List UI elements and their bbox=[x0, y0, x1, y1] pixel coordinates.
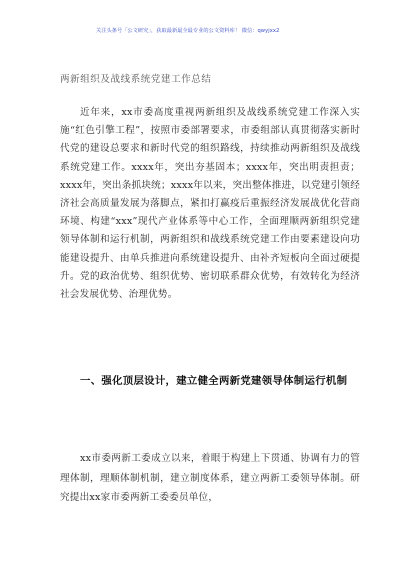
document-title: 两新组织及战线系统党建工作总结 bbox=[60, 74, 212, 85]
body-paragraph-2: xx市委两新工委成立以来，着眼于构建上下贯通、协调有力的管理体制，理顺体制机制，建立制度体系，建立两新工委领导体制。研究提出xx家市委两新工委委员单位， bbox=[60, 453, 360, 503]
promo-banner[interactable]: 关注头条号「公文研究」，获取最新最全最专业的公文资料库！ 微信：qwyjxx2 bbox=[96, 28, 280, 34]
body-paragraph-1: 近年来，xx市委高度重视两新组织及战线系统党建工作深入实施“红色引擎工程”，按照市委部署要求，市委组部认真贯彻落实新时代党的建设总要求和新时代党的组织路线，持续推动两新组织及战线系统党建工作。xxxx年，突出夯基固本；xxxx年，突出明责担责；xxxx年，突出条抓块统；xxxx年以来，突出整体推进，以党建引领经济社会高质量发展为落脚点，紧扣打赢疫后重振经济发展战优化营商环境、构建“xxx”现代产业体系等中心工作，全面理顺两新组织党建领导体制和运行机制，两新组织和战线系统党建工作由要素建设向功能建设提升、由单兵推进向系统建设提升、由补齐短板向全面过硬提升。党的政治优势、组织优势、密切联系群众优势，有效转化为经济社会发展优势、治理优势。 bbox=[60, 107, 360, 301]
section-heading-1: 一、强化顶层设计，建立健全两新党建领导体制运行机制 bbox=[80, 375, 348, 387]
